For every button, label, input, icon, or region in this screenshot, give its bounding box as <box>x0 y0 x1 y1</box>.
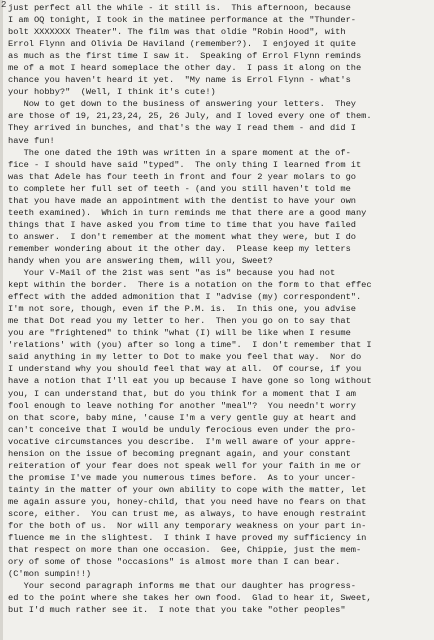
letter-line: hension on the issue of becoming pregnant again, and your constant <box>8 448 351 459</box>
letter-line: They arrived in bunches, and that's the way I read them - and did I <box>8 123 356 134</box>
letter-line: vocative circumstances you describe. I'm well aware of your appre- <box>8 436 356 447</box>
letter-line: that respect on more than one occasion. Gee, Chippie, just the mem- <box>8 545 362 556</box>
letter-line: said anything in my letter to Dot to make you feel that way. Nor do <box>8 352 362 363</box>
letter-line: remember wondering about it the other day. Please keep my letters <box>8 243 351 254</box>
letter-line: I'm not sore, though, even if the P.M. is. In this one, you advise <box>8 304 356 315</box>
letter-line: 'relations' with (you) after so long a time". I don't remember that I <box>8 340 372 351</box>
letter-line: ed to the point where she takes her own food. Glad to hear it, Sweet, <box>8 593 372 604</box>
letter-line: reiteration of your fear does not speak well for your faith in me or <box>8 460 362 471</box>
letter-line: bolt XXXXXXX Theater". The film was that oldie "Robin Hood", with <box>8 27 346 38</box>
letter-line: chance you haven't heard it yet. "My name is Errol Flynn - what's <box>8 75 351 86</box>
letter-line: teeth examined). Which in turn reminds me that there are a good many <box>8 207 367 218</box>
letter-line: (C'mon sumpin!!) <box>8 569 92 580</box>
page-edge <box>0 0 3 640</box>
letter-line: for the both of us. Nor will any temporary weakness on your part in- <box>8 521 367 532</box>
letter-line: me that Dot read you my letter to her. Then you go on to say that <box>8 316 351 327</box>
letter-line: me of a mot I heard someplace the other day. I pass it along on the <box>8 63 362 74</box>
letter-line: handy when you are answering them, will you, Sweet? <box>8 255 273 266</box>
letter-line: effect with the added admonition that I "advise (my) correspondent". <box>8 292 362 303</box>
letter-line: on that score, baby mine, 'cause I'm a very gentle guy at heart and <box>8 412 356 423</box>
letter-line: can't conceive that I would be unduly ferocious even under the pro- <box>8 424 356 435</box>
letter-line: you, I can understand that, but do you think for a moment that I am <box>8 388 356 399</box>
letter-line: ory of some of those "occasions" is almost more than I can bear. <box>8 557 341 568</box>
letter-line: I am OQ tonight, I took in the matinee performance at the "Thunder- <box>8 15 356 26</box>
letter-line: have a notion that I'll eat you up because I have gone so long without <box>8 376 372 387</box>
letter-line: Now to get down to the business of answering your letters. They <box>8 99 356 110</box>
letter-line: fool enough to leave nothing for another "meal"? You needn't worry <box>8 400 356 411</box>
letter-line: I understand why you should feel that way at all. Of course, if you <box>8 364 362 375</box>
letter-line: Your V-Mail of the 21st was sent "as is" because you had not <box>8 268 336 279</box>
letter-line: have fun! <box>8 135 55 146</box>
letter-line: are those of 19, 21,23,24, 25, 26 July, and I loved every one of them. <box>8 111 372 122</box>
letter-line: but I'd much rather see it. I note that you take "other peoples" <box>8 605 346 616</box>
letter-line: things that I have asked you from time to time that you have failed <box>8 219 356 230</box>
letter-line: fluence me in the slightest. I think I have proved my sufficiency in <box>8 533 367 544</box>
letter-line: fice - I should have said "typed". The only thing I learned from it <box>8 159 362 170</box>
letter-line: kept within the border. There is a notation on the form to that effec <box>8 280 372 291</box>
letter-line: me again assure you, honey-child, that you need have no fears on that <box>8 496 367 507</box>
letter-line: to answer. I don't remember at the moment what they were, but I do <box>8 231 356 242</box>
letter-line: The one dated the 19th was written in a spare moment at the of- <box>8 147 351 158</box>
letter-line: score, either. You can trust me, as always, to have enough restraint <box>8 508 367 519</box>
letter-body <box>8 2 432 616</box>
letter-line: to complete her full set of teeth - (and you still haven't told me <box>8 183 351 194</box>
letter-line: the promise I've made you numerous times before. As to your uncer- <box>8 472 356 483</box>
letter-line: Your second paragraph informs me that our daughter has progress- <box>8 581 356 592</box>
letter-line: you are "frightened" to think "what (I) will be like when I resume <box>8 328 351 339</box>
letter-line: was that Adele has four teeth in front and four 2 year molars to go <box>8 171 356 182</box>
letter-line: as much as the first time I saw it. Speaking of Errol Flynn reminds <box>8 51 362 62</box>
letter-line: tainty in the matter of your own ability to cope with the matter, let <box>8 484 367 495</box>
page-number: 2 <box>1 0 7 10</box>
letter-line: Errol Flynn and Olivia De Haviland (remember?). I enjoyed it quite <box>8 39 356 50</box>
letter-line: that you have made an appointment with the dentist to have your own <box>8 195 356 206</box>
letter-line: your hobby?" (Well, I think it's cute!) <box>8 87 216 98</box>
letter-line: just perfect all the while - it still is. This afternoon, because <box>8 3 351 13</box>
